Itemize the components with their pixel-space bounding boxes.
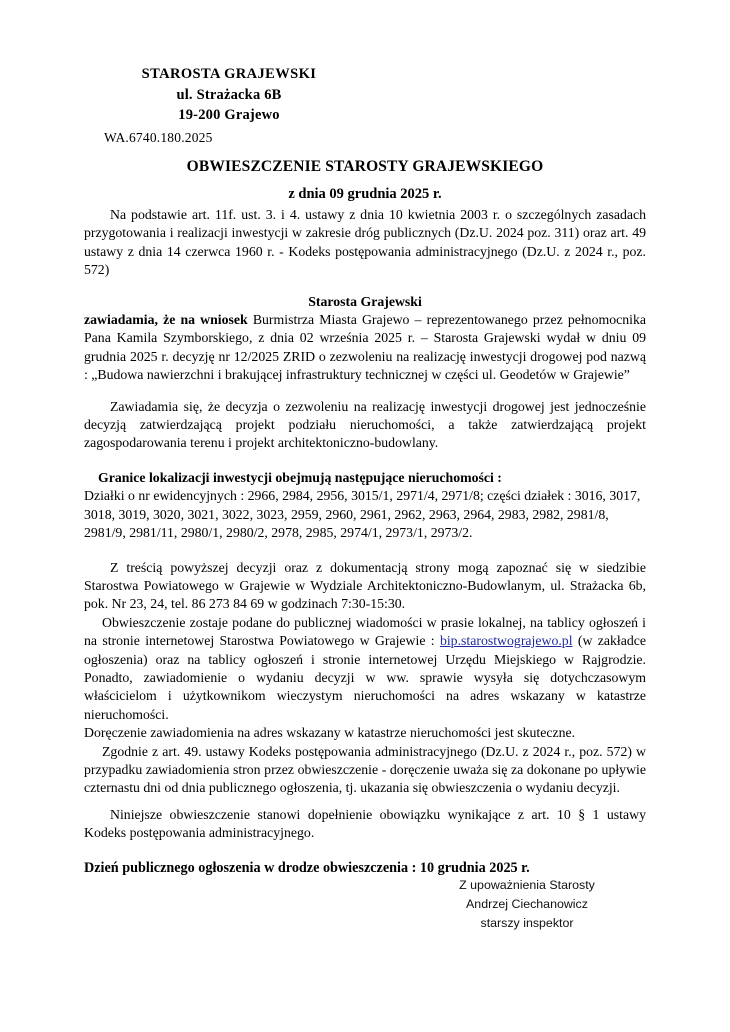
paragraph-publication xyxy=(84,614,646,724)
signature-authorization: Z upoważnienia Starosty xyxy=(459,878,595,892)
letterhead-street: ul. Strażacka 6B xyxy=(176,86,282,103)
publication-text-part2: (w zakładce ogłoszenia) oraz na tablicy ogłoszeń i stronie internetowej Urzędu Miejskiego w Rajgrodzie. Ponadto, zawiadomienie o wydaniu decyzji w ww. sprawie wysyła się dotychczasowym właścicielom i użytkownikom wieczystym nieruchomości na adres wskazany w katastrze nieruchomości. xyxy=(84,633,646,722)
page-subtitle: z dnia 09 grudnia 2025 r. xyxy=(288,186,442,202)
plots-heading: Granice lokalizacji inwestycji obejmują następujące nieruchomości : xyxy=(98,469,502,485)
signature-block xyxy=(404,876,650,934)
page-title: OBWIESZCZENIE STAROSTY GRAJEWSKIEGO xyxy=(186,158,544,175)
document-body xyxy=(84,206,646,878)
paragraph-duty: Niniejsze obwieszczenie stanowi dopełnienie obowiązku wynikające z art. 10 § 1 ustawy Kodeks postępowania administracyjnego. xyxy=(84,806,646,841)
notice-rest: Burmistrza Miasta Grajewo – reprezentowanego przez pełnomocnika Pana Kamila Szymborskiego, z dnia 02 września 2025 r. – Starosta Grajewski wydał w dniu 09 grudnia 2025 r. decyzję nr 12/2025 ZRID o zezwoleniu na realizację inwestycji drogowej pod nazwą : „Budowa nawierzchni i brakującej infrastruktury technicznej w części ul. Geodetów w Grajewie” xyxy=(84,312,646,383)
public-announcement-date: Dzień publicznego ogłoszenia w drodze obwieszczenia : 10 grudnia 2025 r. xyxy=(84,859,530,876)
publication-text-part1: Obwieszczenie zostaje podane do publicznej wiadomości w prasie lokalnej, na tablicy ogłoszeń i na stronie internetowej Starostwa Powiatowego w Grajewie : xyxy=(84,614,646,649)
letterhead-office-name: STAROSTA GRAJEWSKI xyxy=(141,66,317,82)
case-number: WA.6740.180.2025 xyxy=(104,130,213,145)
paragraph-file-access: Z treścią powyższej decyzji oraz z dokumentacją strony mogą zapoznać się w siedzibie Starostwa Powiatowego w Grajewie w Wydziale Architektoniczno-Budowlanym, ul. Strażacka 6b, pok. Nr 23, 24, tel. 86 273 84 69 w godzinach 7:30-15:30. xyxy=(84,559,646,612)
plots-list: Działki o nr ewidencyjnych : 2966, 2984, 2956, 3015/1, 2971/4, 2971/8; części działek : 3016, 3017, 3018, 3019, 3020, 3021, 3022, 3023, 2959, 2960, 2961, 2962, 2963, 2964, 2983, 2982, 2981/8, 2981/9, 2981/11, 2980/1, 2980/2, 2978, 2985, 2974/1, 2973/1, 2973/2. xyxy=(84,488,641,541)
letterhead xyxy=(84,64,374,126)
authority-name: Starosta Grajewski xyxy=(308,293,422,309)
signature-position: starszy inspektor xyxy=(480,916,574,931)
letterhead-city: 19-200 Grajewo xyxy=(178,107,280,124)
signature-name: Andrzej Ciechanowicz xyxy=(466,897,588,912)
bip-website-link[interactable]: bip.starostwograjewo.pl xyxy=(439,633,573,649)
paragraph-legal-basis: Na podstawie art. 11f. ust. 3. i 4. ustawy z dnia 10 kwietnia 2003 r. o szczególnych zasadach przygotowania i realizacji inwestycji w zakresie dróg publicznych (Dz.U. 2024 poz. 311) oraz art. 49 ustawy z dnia 14 czerwca 1960 r. - Kodeks postępowania administracyjnego (Dz.U. z 2024 r., poz. 572) xyxy=(84,207,646,278)
paragraph-kpa-49: Zgodnie z art. 49. ustawy Kodeks postępowania administracyjnego (Dz.U. z 2024 r., poz. 572) w przypadku zawiadomienia stron przez obwieszczenie - doręczenie uważa się za dokonane po upływie czternastu dni od dnia publicznego ogłoszenia, tj. ukazania się obwieszczenia o wydaniu decyzji. xyxy=(84,743,646,796)
paragraph-notice xyxy=(84,311,646,385)
notice-bold-lead: zawiadamia, że na wniosek xyxy=(84,312,248,328)
paragraph-decision-scope: Zawiadamia się, że decyzja o zezwoleniu na realizację inwestycji drogowej jest jednocześnie decyzją zatwierdzającą projekt podziału nieruchomości, a także zatwierdzającą projekt zagospodarowania terenu i projekt architektoniczno-budowlany. xyxy=(84,398,646,451)
plots-section xyxy=(84,469,646,543)
paragraph-delivery: Doręczenie zawiadomienia na adres wskazany w katastrze nieruchomości jest skuteczne. xyxy=(84,725,576,741)
